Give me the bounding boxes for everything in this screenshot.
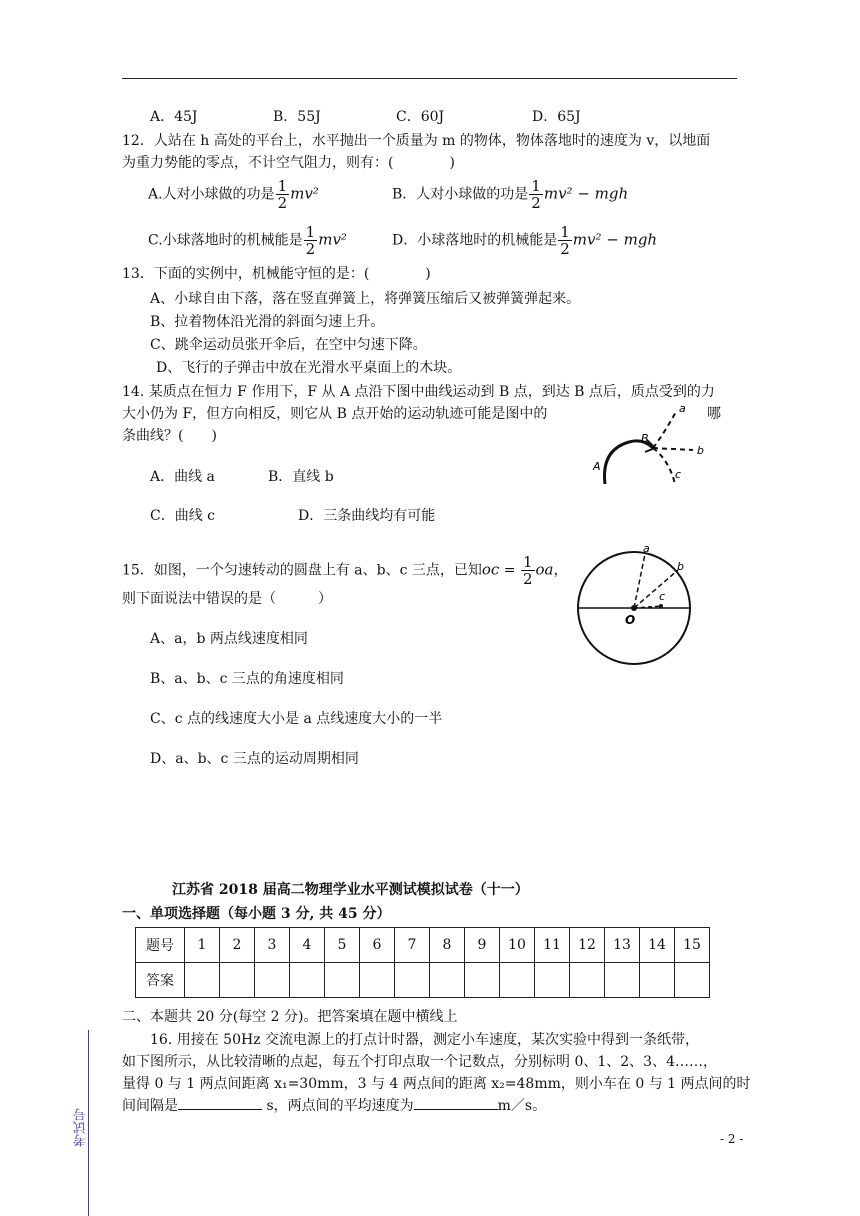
- answer-cell[interactable]: [360, 963, 395, 998]
- q12-option-a: [148, 178, 319, 211]
- fraction-one-half: $\frac{1}{2}$: [277, 177, 288, 212]
- q15-option-a: A、a，b 两点线速度相同: [150, 631, 308, 647]
- q15-fig-label-o: O: [625, 613, 636, 627]
- q15-stem-text: 15．如图，一个匀速转动的圆盘上有 a、b、c 三点，已知: [122, 562, 482, 579]
- q14-option-c: C．曲线 c: [150, 508, 216, 524]
- q15-fig-label-a: a: [643, 542, 650, 555]
- answer-table-header-row: [136, 928, 710, 963]
- q13-option-a: A、小球自由下落，落在竖直弹簧上，将弹簧压缩后又被弹簧弹起来。: [150, 291, 581, 307]
- question-number-cell: 7: [395, 928, 430, 963]
- question-number-cell: 2: [220, 928, 255, 963]
- question-number-cell: 15: [675, 928, 710, 963]
- answer-cell[interactable]: [570, 963, 605, 998]
- answer-blank-velocity[interactable]: [414, 1095, 498, 1110]
- answer-cell[interactable]: [290, 963, 325, 998]
- answer-cell[interactable]: [500, 963, 535, 998]
- q16-line2: 如下图所示，从比较清晰的点起，每五个打印点取一个记数点，分别标明 0、1、2、3、4……，: [122, 1054, 717, 1070]
- q13-option-d: D、飞行的子弹击中放在光滑水平桌面上的木块。: [156, 360, 462, 376]
- expr-oc: oc: [481, 560, 500, 579]
- q15-option-d: D、a、b、c 三点的运动周期相同: [150, 751, 359, 767]
- q12-option-d-label: D．小球落地时的机械能是: [392, 232, 558, 249]
- q14-option-b: B．直线 b: [268, 469, 334, 485]
- q12-option-b: [392, 178, 628, 211]
- q13-option-b: B、拉着物体沿光滑的斜面匀速上升。: [150, 314, 385, 330]
- q15-fig-label-b: b: [677, 560, 684, 573]
- answer-table-answer-row: [136, 963, 710, 998]
- answer-table: [135, 927, 710, 998]
- answer-cell[interactable]: [255, 963, 290, 998]
- answer-cell[interactable]: [465, 963, 500, 998]
- question-number-cell: 8: [430, 928, 465, 963]
- q12-option-c-label: C.小球落地时的机械能是: [148, 232, 303, 249]
- q14-option-d: D．三条曲线均有可能: [298, 508, 436, 524]
- q16-line1: 16. 用接在 50Hz 交流电源上的打点计时器，测定小车速度，某次实验中得到一条纸带，: [150, 1032, 700, 1048]
- q15-stem-line1: 15．如图，一个匀速转动的圆盘上有 a、b、c 三点，已知oc = $\frac{1}{2}$ oa，: [122, 553, 568, 588]
- q15-disc-figure: [573, 540, 695, 670]
- question-number-cell: 9: [465, 928, 500, 963]
- q14-stem-line3: 条曲线？( ): [122, 428, 217, 444]
- q11-option-b: B．55J: [273, 109, 321, 125]
- question-number-cell: 1: [185, 928, 220, 963]
- q14-option-a: A．曲线 a: [150, 469, 215, 485]
- expr-mv2: mv²: [543, 184, 573, 203]
- q12-option-b-label: B．人对小球做的功是: [392, 186, 529, 203]
- page-number: - 2 -: [720, 1132, 744, 1146]
- expr-mv2: mv²: [290, 184, 319, 203]
- fraction-one-half: $\frac{1}{2}$: [560, 223, 570, 258]
- question-number-cell: 5: [325, 928, 360, 963]
- q14-fig-label-a: a: [679, 402, 686, 415]
- expr-mv2: mv²: [572, 230, 602, 249]
- table-header-label: 题号: [136, 928, 185, 963]
- q12-option-a-label: A.人对小球做的功是: [148, 186, 275, 203]
- q16-line4-start: 间间隔是: [122, 1098, 178, 1114]
- expr-mv2: mv²: [318, 230, 347, 249]
- answer-blank-interval[interactable]: [178, 1095, 262, 1110]
- section-1-heading: 一、单项选择题（每小题 3 分, 共 45 分）: [122, 906, 391, 922]
- fraction-one-half: $\frac{1}{2}$: [305, 223, 316, 258]
- question-number-cell: 14: [640, 928, 675, 963]
- q15-option-c: C、c 点的线速度大小是 a 点线速度大小的一半: [150, 711, 443, 727]
- q11-option-a: A．45J: [150, 109, 198, 125]
- q15-option-b: B、a、b、c 三点的角速度相同: [150, 671, 344, 687]
- q11-option-d: D．65J: [532, 109, 581, 125]
- q14-trajectory-figure: [585, 398, 715, 498]
- q16-line4: [122, 1095, 546, 1115]
- q12-stem-line2: 为重力势能的零点，不计空气阻力，则有：( ): [122, 155, 455, 171]
- q13-option-c: C、跳伞运动员张开伞后，在空中匀速下降。: [150, 337, 427, 353]
- fraction-one-half: $\frac{1}{2}$: [531, 177, 541, 212]
- answer-cell[interactable]: [430, 963, 465, 998]
- exam-title: 江苏省 2018 届高二物理学业水平测试模拟试卷（十一）: [172, 882, 529, 898]
- question-number-cell: 13: [605, 928, 640, 963]
- answer-cell[interactable]: [395, 963, 430, 998]
- fraction-one-half: $\frac{1}{2}$: [522, 553, 533, 588]
- question-number-cell: 3: [255, 928, 290, 963]
- answer-cell[interactable]: [605, 963, 640, 998]
- header-rule: [122, 78, 737, 79]
- answer-cell[interactable]: [185, 963, 220, 998]
- q14-fig-label-c: c: [675, 468, 682, 481]
- question-number-cell: 4: [290, 928, 325, 963]
- section-2-heading: 二、本题共 20 分(每空 2 分)。把答案填在题中横线上: [122, 1009, 458, 1025]
- expr-oa: oa: [535, 560, 554, 579]
- expr-minus-mgh: − mgh: [572, 184, 629, 203]
- q12-option-d: [392, 224, 657, 257]
- q16-line4-mid: s，两点间的平均速度为: [262, 1098, 414, 1114]
- question-number-cell: 12: [570, 928, 605, 963]
- q14-stem-line2-end: 哪: [707, 406, 721, 422]
- q15-fig-label-c: c: [659, 590, 666, 603]
- answer-cell[interactable]: [535, 963, 570, 998]
- q15-stem-line2: 则下面说法中错误的是（ ）: [122, 591, 332, 607]
- q12-option-c: [148, 224, 347, 257]
- q14-fig-label-B: B: [641, 432, 649, 445]
- q14-fig-label-A: A: [593, 460, 601, 473]
- table-answer-label: 答案: [136, 963, 185, 998]
- exam-number-label: 考试号: [74, 1108, 89, 1147]
- q11-option-c: C．60J: [396, 109, 445, 125]
- q16-line3: 量得 0 与 1 两点间距离 x₁=30mm，3 与 4 两点间的距离 x₂=48mm，则小车在 0 与 1 两点间的时: [122, 1076, 751, 1092]
- q12-stem-line1: 12．人站在 h 高处的平台上，水平抛出一个质量为 m 的物体，物体落地时的速度为 v，以地面: [122, 133, 711, 149]
- question-number-cell: 10: [500, 928, 535, 963]
- q16-line4-end: m／s。: [497, 1098, 547, 1114]
- question-number-cell: 11: [535, 928, 570, 963]
- q14-stem-line1: 14. 某质点在恒力 F 作用下，F 从 A 点沿下图中曲线运动到 B 点，到达 B 点后，质点受到的力: [122, 384, 715, 400]
- answer-cell[interactable]: [640, 963, 675, 998]
- q14-fig-label-b: b: [697, 444, 704, 457]
- expr-minus-mgh: − mgh: [601, 230, 658, 249]
- q13-stem: 13．下面的实例中，机械能守恒的是：( ): [122, 266, 431, 282]
- answer-cell[interactable]: [220, 963, 255, 998]
- answer-cell[interactable]: [675, 963, 710, 998]
- question-number-cell: 6: [360, 928, 395, 963]
- q14-stem-line2: 大小仍为 F，但方向相反，则它从 B 点开始的运动轨迹可能是图中的: [122, 406, 548, 422]
- answer-cell[interactable]: [325, 963, 360, 998]
